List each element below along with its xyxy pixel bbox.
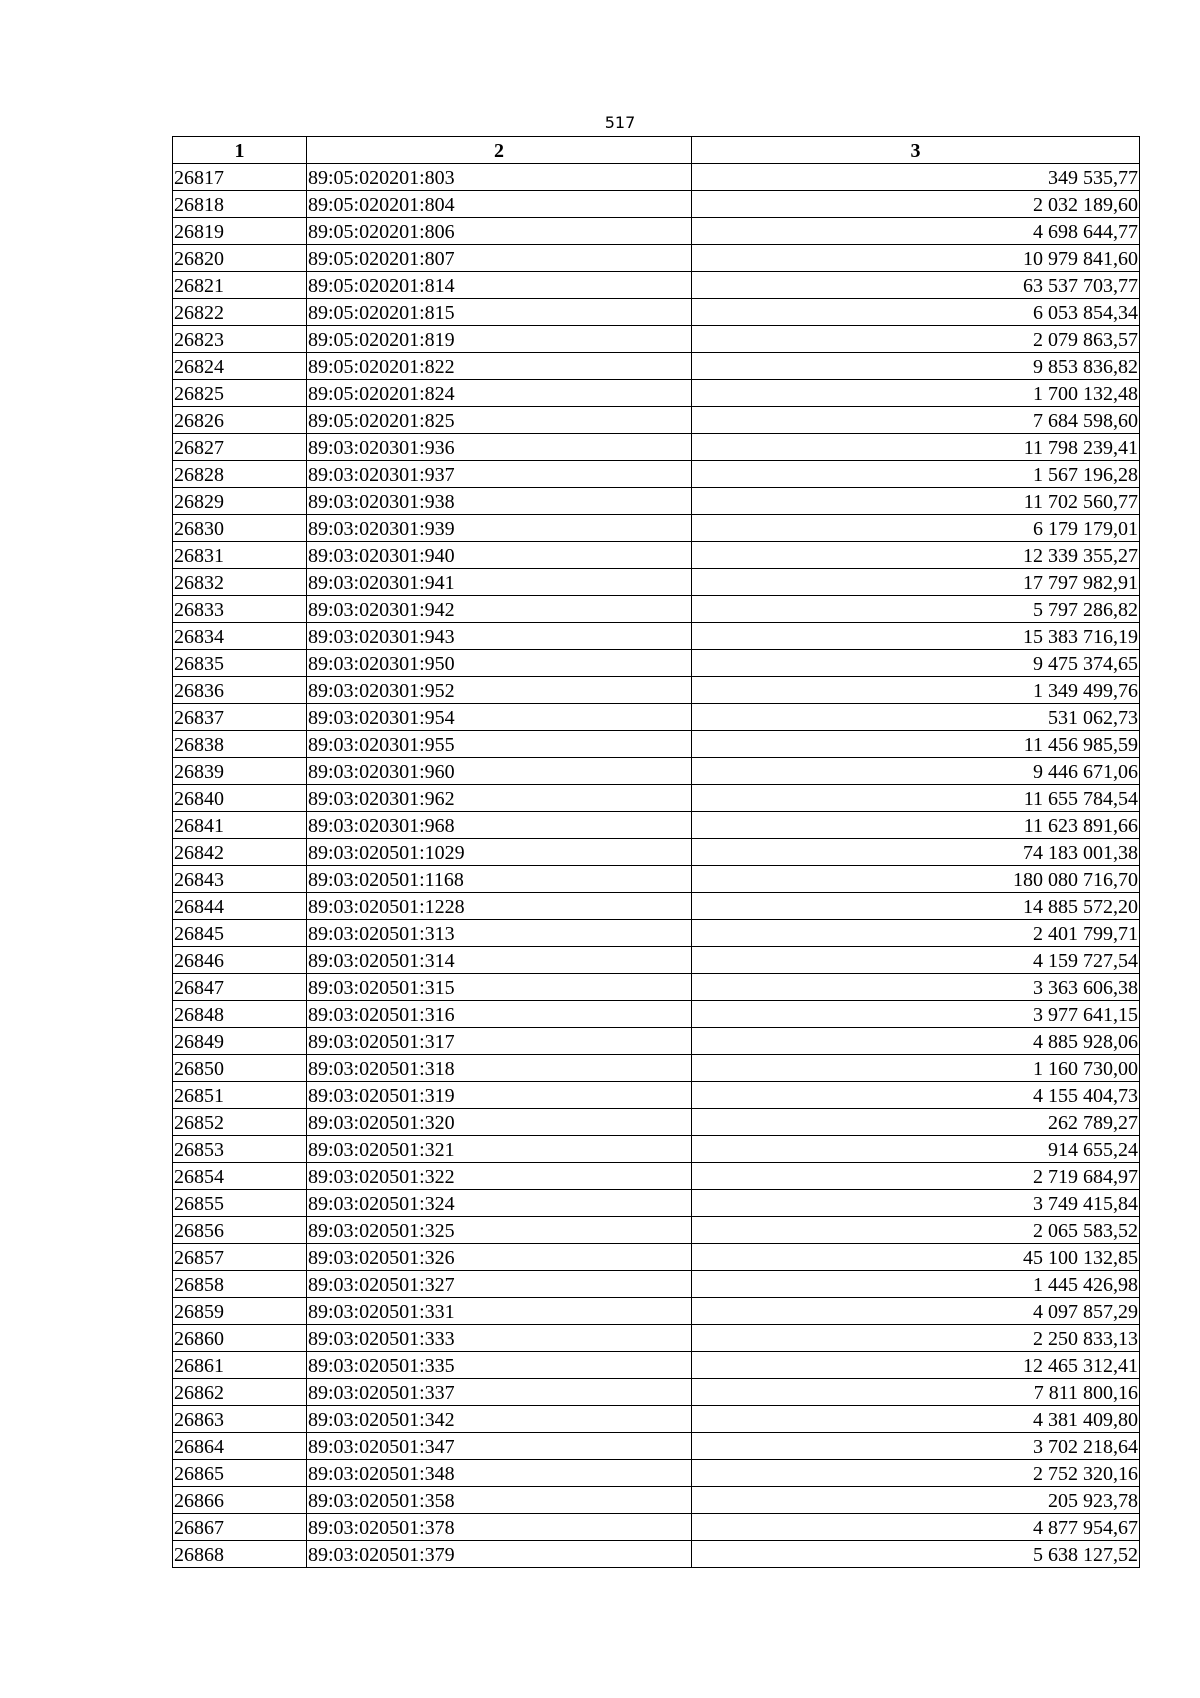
cadastral-value-cell: 11 456 985,59: [692, 731, 1140, 758]
row-number-cell: 26850: [173, 1055, 307, 1082]
cadastral-value-cell: 14 885 572,20: [692, 893, 1140, 920]
cadastral-value-cell: 15 383 716,19: [692, 623, 1140, 650]
cadastral-number-cell: 89:03:020501:331: [307, 1298, 692, 1325]
cadastral-value-cell: 1 700 132,48: [692, 380, 1140, 407]
cadastral-number-cell: 89:03:020501:315: [307, 974, 692, 1001]
cadastral-value-cell: 1 567 196,28: [692, 461, 1140, 488]
row-number-cell: 26834: [173, 623, 307, 650]
cadastral-number-cell: 89:03:020501:314: [307, 947, 692, 974]
cadastral-value-cell: 2 752 320,16: [692, 1460, 1140, 1487]
table-row: [173, 245, 1140, 272]
cadastral-value-cell: 205 923,78: [692, 1487, 1140, 1514]
cadastral-value-cell: 914 655,24: [692, 1136, 1140, 1163]
cadastral-number-cell: 89:03:020301:936: [307, 434, 692, 461]
table-row: [173, 947, 1140, 974]
cadastral-number-cell: 89:05:020201:819: [307, 326, 692, 353]
row-number-cell: 26832: [173, 569, 307, 596]
column-header-3: 3: [692, 137, 1140, 164]
page-number: 517: [604, 113, 636, 132]
cadastral-value-cell: 3 702 218,64: [692, 1433, 1140, 1460]
cadastral-value-cell: 3 977 641,15: [692, 1001, 1140, 1028]
row-number-cell: 26848: [173, 1001, 307, 1028]
cadastral-number-cell: 89:03:020501:348: [307, 1460, 692, 1487]
cadastral-value-cell: 2 401 799,71: [692, 920, 1140, 947]
cadastral-number-cell: 89:05:020201:822: [307, 353, 692, 380]
table-row: [173, 272, 1140, 299]
cadastral-number-cell: 89:03:020301:939: [307, 515, 692, 542]
cadastral-value-cell: 11 798 239,41: [692, 434, 1140, 461]
cadastral-value-cell: 1 160 730,00: [692, 1055, 1140, 1082]
cadastral-value-cell: 11 623 891,66: [692, 812, 1140, 839]
cadastral-number-cell: 89:03:020501:1168: [307, 866, 692, 893]
cadastral-number-cell: 89:05:020201:814: [307, 272, 692, 299]
cadastral-number-cell: 89:03:020501:317: [307, 1028, 692, 1055]
row-number-cell: 26826: [173, 407, 307, 434]
row-number-cell: 26862: [173, 1379, 307, 1406]
cadastral-value-cell: 180 080 716,70: [692, 866, 1140, 893]
cadastral-value-cell: 2 032 189,60: [692, 191, 1140, 218]
row-number-cell: 26856: [173, 1217, 307, 1244]
row-number-cell: 26845: [173, 920, 307, 947]
column-header-1: 1: [173, 137, 307, 164]
table-row: [173, 1325, 1140, 1352]
cadastral-number-cell: 89:03:020301:937: [307, 461, 692, 488]
cadastral-number-cell: 89:03:020501:326: [307, 1244, 692, 1271]
table-row: [173, 407, 1140, 434]
cadastral-number-cell: 89:03:020501:313: [307, 920, 692, 947]
row-number-cell: 26824: [173, 353, 307, 380]
row-number-cell: 26830: [173, 515, 307, 542]
row-number-cell: 26835: [173, 650, 307, 677]
cadastral-number-cell: 89:03:020501:342: [307, 1406, 692, 1433]
row-number-cell: 26847: [173, 974, 307, 1001]
cadastral-value-cell: 6 179 179,01: [692, 515, 1140, 542]
cadastral-value-cell: 1 349 499,76: [692, 677, 1140, 704]
row-number-cell: 26846: [173, 947, 307, 974]
table-row: [173, 866, 1140, 893]
table-header: [173, 137, 1140, 164]
cadastral-value-cell: 74 183 001,38: [692, 839, 1140, 866]
row-number-cell: 26849: [173, 1028, 307, 1055]
table-row: [173, 1271, 1140, 1298]
table-row: [173, 704, 1140, 731]
table-row: [173, 812, 1140, 839]
cadastral-value-cell: 2 250 833,13: [692, 1325, 1140, 1352]
cadastral-number-cell: 89:03:020501:337: [307, 1379, 692, 1406]
cadastral-value-cell: 262 789,27: [692, 1109, 1140, 1136]
cadastral-value-cell: 2 065 583,52: [692, 1217, 1140, 1244]
column-header-2: 2: [307, 137, 692, 164]
cadastral-number-cell: 89:03:020501:358: [307, 1487, 692, 1514]
cadastral-number-cell: 89:03:020301:941: [307, 569, 692, 596]
table-row: [173, 623, 1140, 650]
table-row: [173, 1514, 1140, 1541]
table-row: [173, 839, 1140, 866]
row-number-cell: 26854: [173, 1163, 307, 1190]
cadastral-number-cell: 89:03:020301:942: [307, 596, 692, 623]
row-number-cell: 26842: [173, 839, 307, 866]
table-row: [173, 1055, 1140, 1082]
row-number-cell: 26821: [173, 272, 307, 299]
table-row: [173, 1190, 1140, 1217]
table-row: [173, 1244, 1140, 1271]
cadastral-number-cell: 89:03:020501:324: [307, 1190, 692, 1217]
table-row: [173, 1352, 1140, 1379]
table-row: [173, 1136, 1140, 1163]
cadastral-value-cell: 4 381 409,80: [692, 1406, 1140, 1433]
table-row: [173, 1379, 1140, 1406]
cadastral-value-cell: 45 100 132,85: [692, 1244, 1140, 1271]
cadastral-number-cell: 89:03:020301:962: [307, 785, 692, 812]
cadastral-number-cell: 89:03:020501:333: [307, 1325, 692, 1352]
table-row: [173, 1217, 1140, 1244]
cadastral-value-cell: 9 853 836,82: [692, 353, 1140, 380]
table-row: [173, 731, 1140, 758]
cadastral-number-cell: 89:03:020301:960: [307, 758, 692, 785]
table-row: [173, 191, 1140, 218]
cadastral-value-cell: 4 097 857,29: [692, 1298, 1140, 1325]
cadastral-number-cell: 89:03:020301:955: [307, 731, 692, 758]
cadastral-number-cell: 89:03:020501:322: [307, 1163, 692, 1190]
row-number-cell: 26864: [173, 1433, 307, 1460]
cadastral-number-cell: 89:03:020301:950: [307, 650, 692, 677]
row-number-cell: 26857: [173, 1244, 307, 1271]
table-row: [173, 650, 1140, 677]
cadastral-value-cell: 12 339 355,27: [692, 542, 1140, 569]
cadastral-number-cell: 89:05:020201:803: [307, 164, 692, 191]
row-number-cell: 26819: [173, 218, 307, 245]
cadastral-value-cell: 63 537 703,77: [692, 272, 1140, 299]
cadastral-number-cell: 89:03:020501:1029: [307, 839, 692, 866]
cadastral-value-cell: 2 719 684,97: [692, 1163, 1140, 1190]
table-row: [173, 1001, 1140, 1028]
table-row: [173, 1460, 1140, 1487]
table-row: [173, 488, 1140, 515]
cadastral-value-cell: 3 363 606,38: [692, 974, 1140, 1001]
row-number-cell: 26868: [173, 1541, 307, 1568]
cadastral-number-cell: 89:03:020501:321: [307, 1136, 692, 1163]
table-row: [173, 920, 1140, 947]
row-number-cell: 26829: [173, 488, 307, 515]
cadastral-value-cell: 12 465 312,41: [692, 1352, 1140, 1379]
cadastral-value-cell: 11 655 784,54: [692, 785, 1140, 812]
row-number-cell: 26839: [173, 758, 307, 785]
cadastral-number-cell: 89:03:020301:968: [307, 812, 692, 839]
cadastral-number-cell: 89:03:020501:325: [307, 1217, 692, 1244]
cadastral-number-cell: 89:05:020201:807: [307, 245, 692, 272]
table-row: [173, 569, 1140, 596]
cadastral-value-cell: 4 877 954,67: [692, 1514, 1140, 1541]
table-row: [173, 1163, 1140, 1190]
row-number-cell: 26831: [173, 542, 307, 569]
row-number-cell: 26837: [173, 704, 307, 731]
cadastral-number-cell: 89:03:020501:327: [307, 1271, 692, 1298]
cadastral-number-cell: 89:03:020501:319: [307, 1082, 692, 1109]
cadastral-number-cell: 89:05:020201:815: [307, 299, 692, 326]
table-row: [173, 1109, 1140, 1136]
table-row: [173, 1541, 1140, 1568]
row-number-cell: 26867: [173, 1514, 307, 1541]
table-row: [173, 974, 1140, 1001]
row-number-cell: 26852: [173, 1109, 307, 1136]
table-row: [173, 353, 1140, 380]
table-row: [173, 326, 1140, 353]
cadastral-value-cell: 2 079 863,57: [692, 326, 1140, 353]
table-row: [173, 677, 1140, 704]
table-row: [173, 1406, 1140, 1433]
cadastral-value-cell: 4 885 928,06: [692, 1028, 1140, 1055]
table-row: [173, 218, 1140, 245]
header-row: [173, 137, 1140, 164]
cadastral-value-cell: 7 811 800,16: [692, 1379, 1140, 1406]
cadastral-number-cell: 89:03:020301:938: [307, 488, 692, 515]
cadastral-number-cell: 89:03:020301:943: [307, 623, 692, 650]
table-row: [173, 1433, 1140, 1460]
row-number-cell: 26840: [173, 785, 307, 812]
cadastral-number-cell: 89:03:020501:316: [307, 1001, 692, 1028]
cadastral-number-cell: 89:03:020501:378: [307, 1514, 692, 1541]
table-row: [173, 1028, 1140, 1055]
table-row: [173, 434, 1140, 461]
cadastral-number-cell: 89:05:020201:804: [307, 191, 692, 218]
cadastral-value-cell: 349 535,77: [692, 164, 1140, 191]
table-row: [173, 299, 1140, 326]
table-row: [173, 461, 1140, 488]
cadastral-value-cell: 6 053 854,34: [692, 299, 1140, 326]
cadastral-number-cell: 89:03:020501:320: [307, 1109, 692, 1136]
row-number-cell: 26818: [173, 191, 307, 218]
row-number-cell: 26841: [173, 812, 307, 839]
row-number-cell: 26843: [173, 866, 307, 893]
cadastral-value-cell: 5 638 127,52: [692, 1541, 1140, 1568]
row-number-cell: 26820: [173, 245, 307, 272]
cadastral-value-cell: 5 797 286,82: [692, 596, 1140, 623]
table-row: [173, 893, 1140, 920]
cadastral-number-cell: 89:03:020301:940: [307, 542, 692, 569]
row-number-cell: 26865: [173, 1460, 307, 1487]
row-number-cell: 26827: [173, 434, 307, 461]
table-body: [173, 164, 1140, 1568]
cadastral-number-cell: 89:03:020501:1228: [307, 893, 692, 920]
row-number-cell: 26825: [173, 380, 307, 407]
row-number-cell: 26861: [173, 1352, 307, 1379]
row-number-cell: 26844: [173, 893, 307, 920]
table-row: [173, 164, 1140, 191]
table-row: [173, 1487, 1140, 1514]
table-row: [173, 785, 1140, 812]
table-row: [173, 1298, 1140, 1325]
row-number-cell: 26822: [173, 299, 307, 326]
table-row: [173, 1082, 1140, 1109]
table-row: [173, 758, 1140, 785]
row-number-cell: 26851: [173, 1082, 307, 1109]
cadastral-value-cell: 4 159 727,54: [692, 947, 1140, 974]
row-number-cell: 26838: [173, 731, 307, 758]
cadastral-number-cell: 89:05:020201:825: [307, 407, 692, 434]
row-number-cell: 26853: [173, 1136, 307, 1163]
row-number-cell: 26833: [173, 596, 307, 623]
cadastral-value-cell: 9 446 671,06: [692, 758, 1140, 785]
row-number-cell: 26823: [173, 326, 307, 353]
cadastral-value-cell: 3 749 415,84: [692, 1190, 1140, 1217]
row-number-cell: 26858: [173, 1271, 307, 1298]
cadastral-value-cell: 7 684 598,60: [692, 407, 1140, 434]
cadastral-number-cell: 89:05:020201:824: [307, 380, 692, 407]
cadastral-number-cell: 89:03:020501:347: [307, 1433, 692, 1460]
cadastral-value-cell: 11 702 560,77: [692, 488, 1140, 515]
row-number-cell: 26863: [173, 1406, 307, 1433]
table-row: [173, 596, 1140, 623]
row-number-cell: 26860: [173, 1325, 307, 1352]
row-number-cell: 26817: [173, 164, 307, 191]
cadastral-value-cell: 4 155 404,73: [692, 1082, 1140, 1109]
cadastral-number-cell: 89:05:020201:806: [307, 218, 692, 245]
cadastral-value-cell: 9 475 374,65: [692, 650, 1140, 677]
table-row: [173, 380, 1140, 407]
row-number-cell: 26836: [173, 677, 307, 704]
row-number-cell: 26866: [173, 1487, 307, 1514]
cadastral-value-table: [172, 136, 1140, 1568]
cadastral-value-cell: 1 445 426,98: [692, 1271, 1140, 1298]
cadastral-value-cell: 17 797 982,91: [692, 569, 1140, 596]
cadastral-number-cell: 89:03:020301:954: [307, 704, 692, 731]
cadastral-value-cell: 10 979 841,60: [692, 245, 1140, 272]
table-row: [173, 515, 1140, 542]
row-number-cell: 26859: [173, 1298, 307, 1325]
cadastral-number-cell: 89:03:020301:952: [307, 677, 692, 704]
row-number-cell: 26828: [173, 461, 307, 488]
cadastral-number-cell: 89:03:020501:318: [307, 1055, 692, 1082]
cadastral-value-cell: 531 062,73: [692, 704, 1140, 731]
table-row: [173, 542, 1140, 569]
cadastral-value-cell: 4 698 644,77: [692, 218, 1140, 245]
cadastral-number-cell: 89:03:020501:335: [307, 1352, 692, 1379]
row-number-cell: 26855: [173, 1190, 307, 1217]
cadastral-number-cell: 89:03:020501:379: [307, 1541, 692, 1568]
